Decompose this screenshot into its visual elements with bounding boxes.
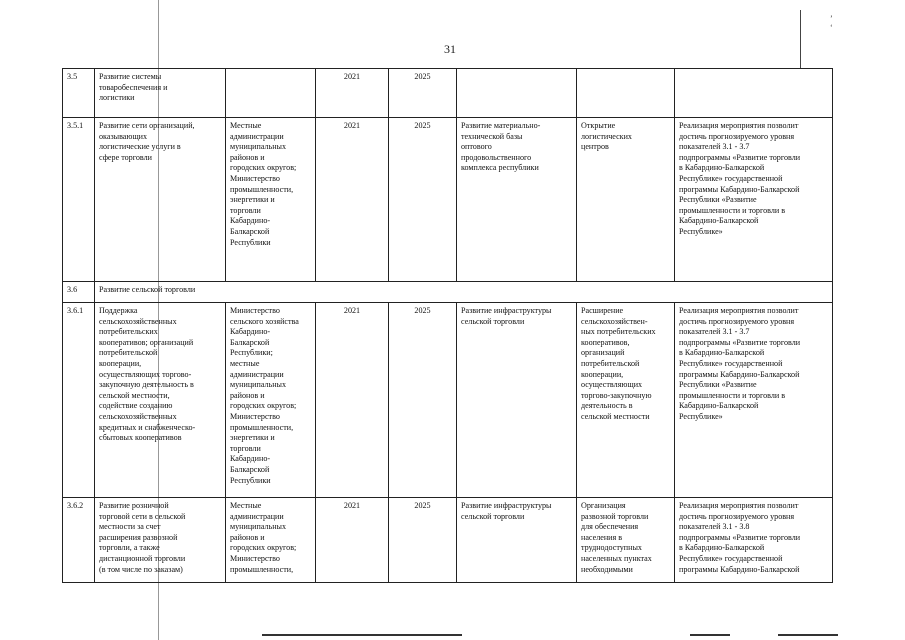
measures-table [62,68,833,583]
start-year: 2021 [316,69,389,118]
program-link: Реализация мероприятия позволит достичь прогнозируемого уровня показателей 3.1 - 3.7 подпрограммы «Развитие торговли в Кабардино-Балкарской Республике» государственной программы Кабардино-Балкарской Республики «Развитие промышленности и торговли в Кабардино-Балкарской Республике» [675,303,833,498]
table-row [63,118,833,282]
row-number: 3.6.1 [63,303,95,498]
program-link: Реализация мероприятия позволит достичь прогнозируемого уровня показателей 3.1 - 3.7 подпрограммы «Развитие торговли в Кабардино-Балкарской Республике» государственной программы Кабардино-Балкарской Республики «Развитие промышленности и торговли в Кабардино-Балкарской Республике» [675,118,833,282]
end-year: 2025 [389,498,457,583]
end-year: 2025 [389,118,457,282]
executors [226,69,316,118]
measure-name: Развитие системы товаробеспечения и логистики [95,69,226,118]
table-row [63,69,833,118]
scan-corner-marks: ’ ‘ [830,14,861,32]
scan-artifact-line [262,634,462,636]
indicator: Расширение сельскохозяйствен- ных потребительских кооперативов, организаций потребительской кооперации, осуществляющих торгово-закупочную деятельность в сельской местности [577,303,675,498]
end-year: 2025 [389,69,457,118]
executors: Местные администрации муниципальных районов и городских округов; Министерство промышленности, энергетики и торговли Кабардино- Балкарской Республики [226,118,316,282]
program-link: Реализация мероприятия позволит достичь прогнозируемого уровня показателей 3.1 - 3.8 подпрограммы «Развитие торговли в Кабардино-Балкарской Республике» государственной программы Кабардино-Балкарской [675,498,833,583]
row-number: 3.5.1 [63,118,95,282]
page-number: 31 [444,42,456,56]
executors: Министерство сельского хозяйства Кабардино- Балкарской Республики; местные администрации муниципальных районов и городских округов; Министерство промышленности, энергетики и торговли Кабардино- Балкарской Республики [226,303,316,498]
table-row [63,282,833,303]
measure-name: Поддержка сельскохозяйственных потребительских кооперативов; организаций потребительской кооперации, осуществляющих торгово- закупочную деятельность в сельской местности, содействие созданию сельскохозяйственных кредитных и снабженческо- сбытовых кооперативов [95,303,226,498]
indicator: Открытие логистических центров [577,118,675,282]
start-year: 2021 [316,498,389,583]
indicator: Организация развозной торговли для обеспечения населения в труднодоступных населенных пунктах необходимыми [577,498,675,583]
indicator [577,69,675,118]
expected-result: Развитие инфраструктуры сельской торговли [457,303,577,498]
start-year: 2021 [316,303,389,498]
executors: Местные администрации муниципальных районов и городских округов; Министерство промышленности, [226,498,316,583]
table-row [63,498,833,583]
measure-name: Развитие розничной торговой сети в сельской местности за счет расширения развозной торговли, а также дистанционной торговли (в том числе по заказам) [95,498,226,583]
expected-result [457,69,577,118]
scan-artifact-line [778,634,838,636]
section-heading: Развитие сельской торговли [95,282,833,303]
row-number: 3.5 [63,69,95,118]
end-year: 2025 [389,303,457,498]
expected-result: Развитие инфраструктуры сельской торговли [457,498,577,583]
row-number: 3.6 [63,282,95,303]
program-link [675,69,833,118]
measure-name: Развитие сети организаций, оказывающих логистические услуги в сфере торговли [95,118,226,282]
start-year: 2021 [316,118,389,282]
row-number: 3.6.2 [63,498,95,583]
scan-artifact-line [690,634,730,636]
scan-artifact-line [800,10,801,68]
expected-result: Развитие материально- технической базы оптового продовольственного комплекса республики [457,118,577,282]
table-row [63,303,833,498]
